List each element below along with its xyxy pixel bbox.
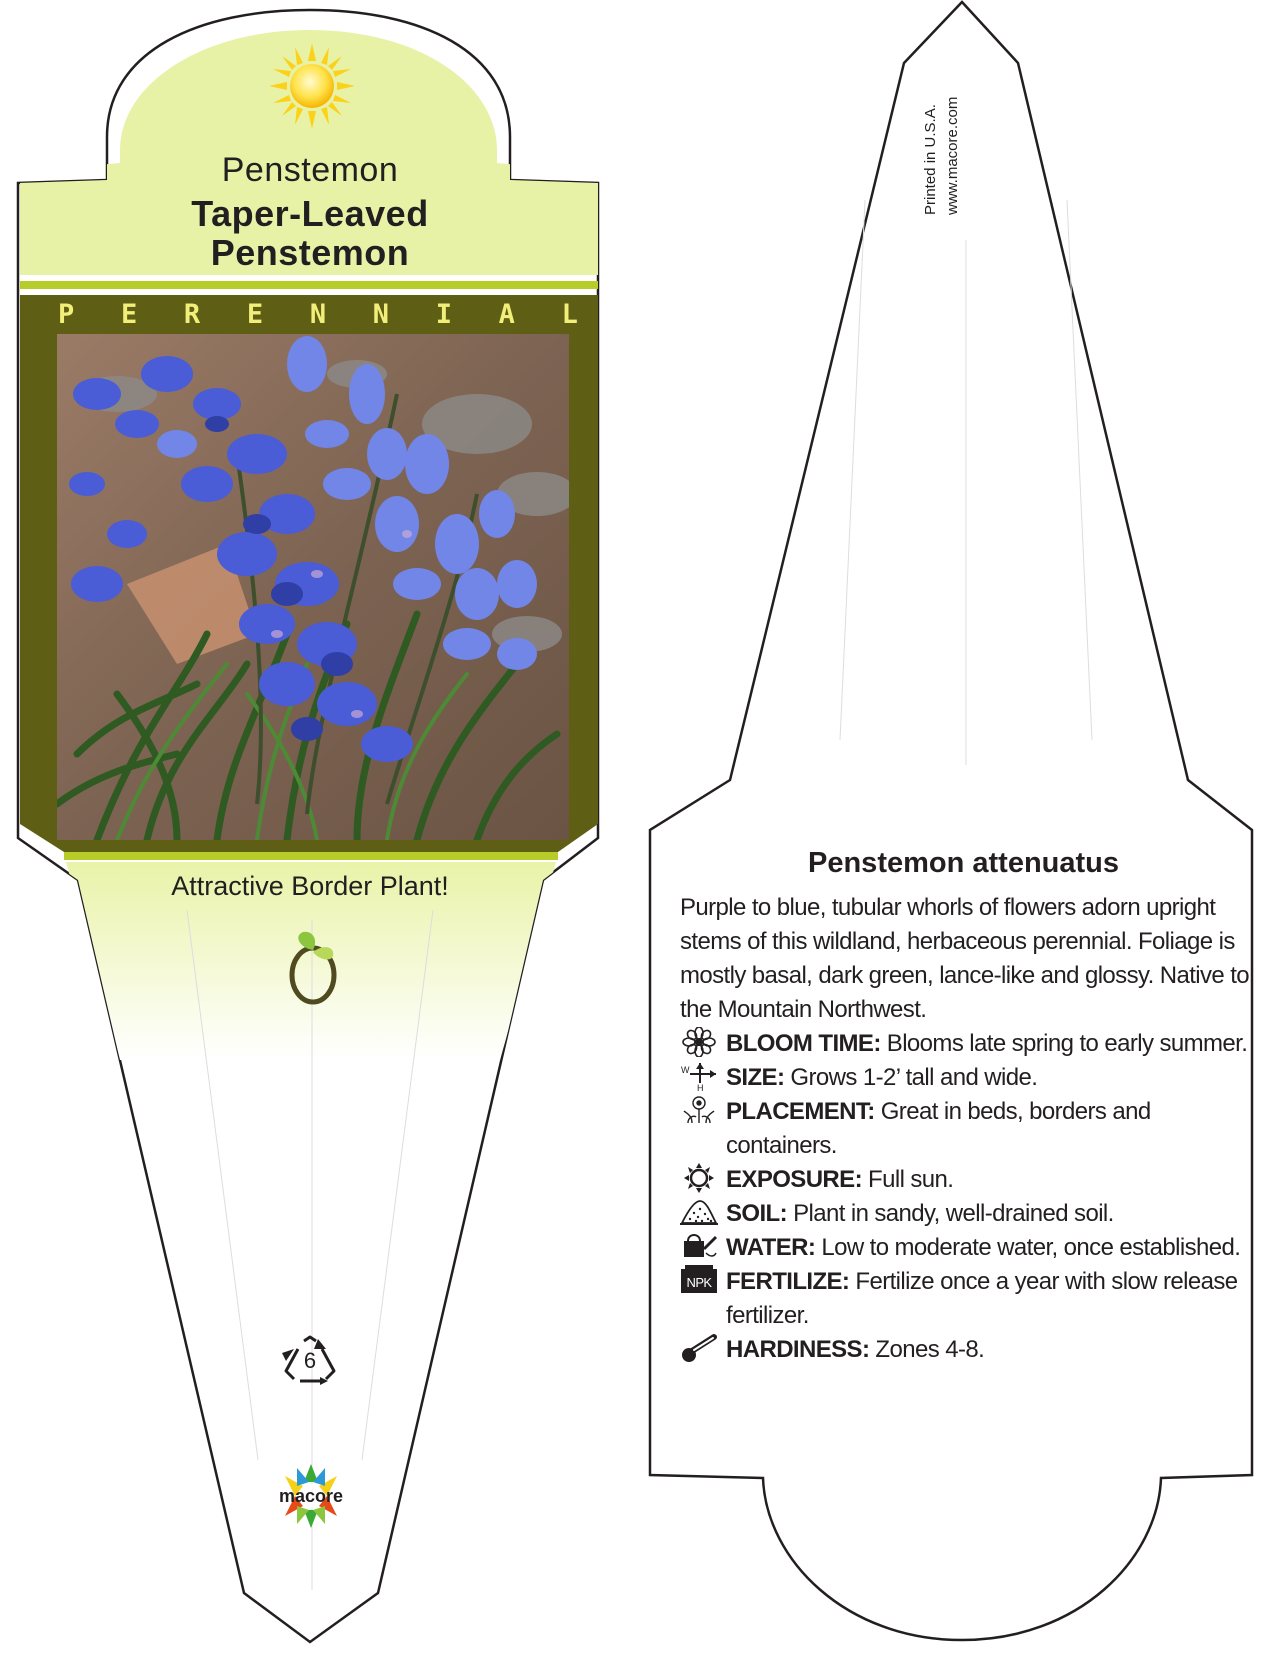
care-instructions bbox=[680, 1027, 1250, 1367]
care-text: Low to moderate water, once established. bbox=[815, 1234, 1241, 1261]
care-text: Plant in sandy, well-drained soil. bbox=[787, 1200, 1114, 1227]
care-label: EXPOSURE: bbox=[726, 1166, 862, 1193]
care-item-bloom-time bbox=[680, 1027, 1250, 1061]
category-letter: N bbox=[309, 298, 327, 330]
care-text: Full sun. bbox=[861, 1166, 954, 1193]
care-label: HARDINESS: bbox=[726, 1336, 870, 1363]
care-label: PLACEMENT: bbox=[726, 1098, 875, 1125]
sun-icon bbox=[269, 43, 355, 129]
tagline: Attractive Border Plant! bbox=[171, 871, 449, 901]
care-text: Blooms late spring to early summer. bbox=[880, 1030, 1248, 1057]
category-letter: P bbox=[58, 298, 75, 330]
macore-logo bbox=[270, 1463, 352, 1533]
care-text: Great in beds, borders and containers. bbox=[726, 1098, 1151, 1159]
category-letter: I bbox=[435, 298, 452, 330]
height-letter: H bbox=[697, 1083, 703, 1091]
category-label bbox=[58, 297, 578, 331]
care-label: SIZE: bbox=[726, 1064, 785, 1091]
common-name-line2: Taper-Leaved bbox=[191, 193, 429, 234]
website-label: www.macore.com bbox=[944, 96, 961, 215]
recycle-number: 6 bbox=[303, 1348, 317, 1373]
care-text: Zones 4-8. bbox=[869, 1336, 985, 1363]
care-text: Fertilize once a year with slow release fertilizer. bbox=[726, 1268, 1238, 1329]
category-letter: E bbox=[246, 298, 264, 330]
care-item-exposure bbox=[680, 1163, 1250, 1197]
sun-outline-icon bbox=[680, 1163, 718, 1193]
care-item-hardiness bbox=[680, 1333, 1250, 1367]
care-item-water bbox=[680, 1231, 1250, 1265]
common-name-line3: Penstemon bbox=[210, 232, 410, 273]
botanical-name: Penstemon attenuatus bbox=[808, 847, 1119, 879]
category-letter: L bbox=[561, 298, 578, 330]
printer-credit bbox=[920, 55, 961, 215]
thermometer-icon bbox=[680, 1333, 718, 1363]
width-letter: W bbox=[681, 1065, 689, 1075]
printed-in-label: Printed in U.S.A. bbox=[922, 104, 939, 215]
category-letter: A bbox=[498, 298, 515, 330]
category-letter: R bbox=[183, 298, 201, 330]
care-item-size bbox=[680, 1061, 1250, 1095]
recycle-icon bbox=[282, 1335, 338, 1385]
placement-icon bbox=[680, 1095, 718, 1125]
seedling-icon bbox=[285, 930, 341, 1008]
back-tag-outline bbox=[648, 0, 1277, 1654]
npk-icon bbox=[680, 1265, 718, 1295]
plant-description: Purple to blue, tubular whorls of flowers adorn upright stems of this wildland, herbaceous perennial. Foliage is mostly basal, dark green, lance-like and glossy. Native to the Mountain Northwest. bbox=[680, 894, 1250, 1023]
care-label: WATER: bbox=[726, 1234, 816, 1261]
category-letter: E bbox=[120, 298, 138, 330]
care-label: SOIL: bbox=[726, 1200, 787, 1227]
care-item-soil bbox=[680, 1197, 1250, 1231]
size-icon bbox=[680, 1061, 718, 1091]
care-label: BLOOM TIME: bbox=[726, 1030, 881, 1057]
care-text: Grows 1-2’ tall and wide. bbox=[784, 1064, 1038, 1091]
common-name-line1: Penstemon bbox=[221, 151, 399, 189]
care-item-fertilize bbox=[680, 1265, 1250, 1333]
watering-can-icon bbox=[680, 1231, 718, 1261]
soil-icon bbox=[680, 1197, 718, 1227]
care-item-placement bbox=[680, 1095, 1250, 1163]
plant-photo bbox=[57, 334, 569, 840]
back-tag bbox=[648, 0, 1277, 1654]
brand-name: macore bbox=[278, 1486, 344, 1506]
flower-icon bbox=[680, 1027, 718, 1057]
care-label: FERTILIZE: bbox=[726, 1268, 850, 1295]
category-letter: N bbox=[372, 298, 390, 330]
npk-text: NPK bbox=[686, 1275, 712, 1290]
